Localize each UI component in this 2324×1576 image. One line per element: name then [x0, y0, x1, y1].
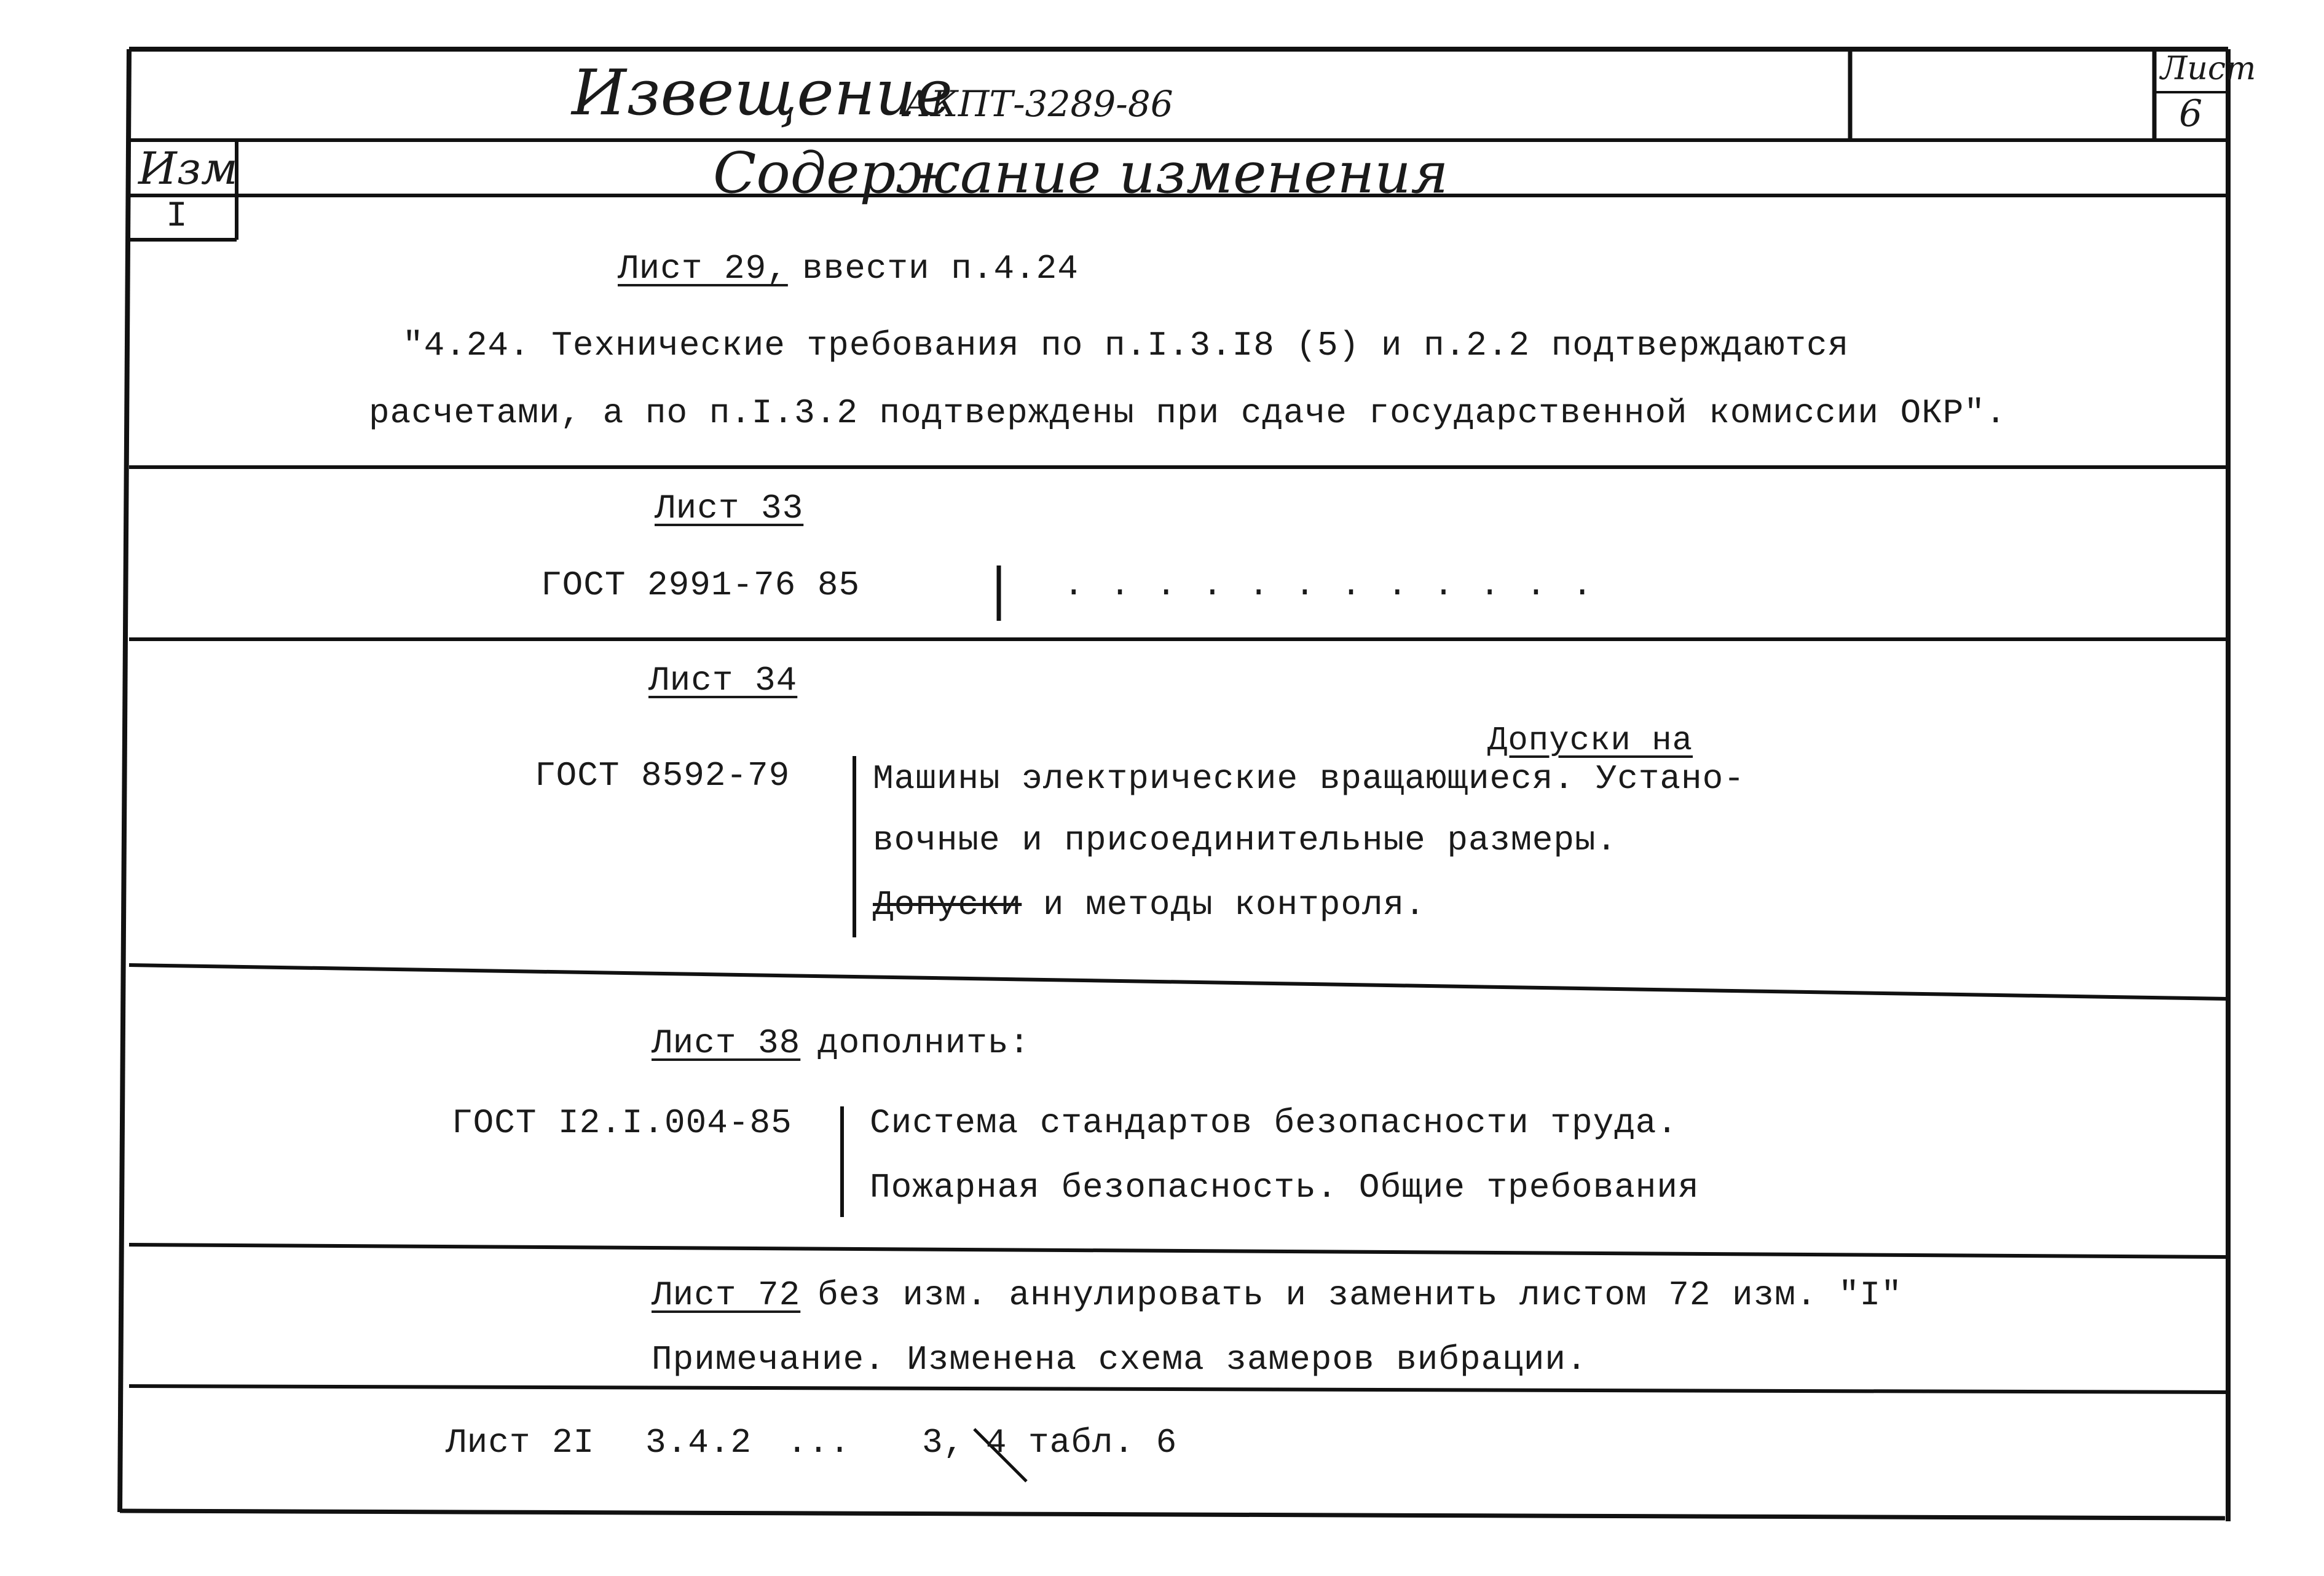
sheet-38-line-2: Пожарная безопасность. Общие требования: [870, 1168, 1700, 1207]
sheet-38-ref: Лист 38: [652, 1023, 801, 1063]
sheet-34-struck-word: Допуски: [873, 885, 1022, 924]
sheet-38-line-1: Система стандартов безопасности труда.: [870, 1103, 1679, 1143]
sheet-33-dots: . . . . . . . . . . . .: [1063, 565, 1595, 605]
sheet-21-dots: ...: [787, 1423, 851, 1462]
sheet-34-line-3-rest: и методы контроля.: [1042, 885, 1426, 924]
sheet-21-text: 3, 4 табл. 6: [922, 1423, 1178, 1462]
sheet-38-action: дополнить:: [817, 1023, 1031, 1063]
sheet-21-clause: 3.4.2: [645, 1423, 752, 1462]
sheet-29-line-2: расчетами, а по п.I.3.2 подтверждены при сдаче государственной комиссии ОКР".: [369, 393, 2007, 433]
sheet-34-line-3: [873, 885, 1426, 924]
notice-code: АКПТ-3289-86: [904, 83, 1173, 125]
sheet-label: Лист: [2161, 50, 2256, 87]
sheet-34-gost: ГОСТ 8592-79: [535, 756, 790, 795]
izm-label: Изм: [138, 143, 238, 194]
sheet-72-note: Примечание. Изменена схема замеров вибрации.: [652, 1340, 1588, 1379]
sheet-number: 6: [2179, 92, 2203, 135]
sheet-29-line-1: "4.24. Технические требования по п.I.3.I8 (5) и п.2.2 подтверждаются: [403, 326, 1849, 365]
content-heading: Содержание изменения: [713, 140, 1449, 206]
sheet-33-ref: Лист 33: [655, 489, 804, 528]
notice-title: Извещение: [572, 57, 953, 130]
sheet-29-ref: Лист 29,: [618, 249, 788, 288]
sheet-34-line-2: вочные и присоединительные размеры.: [873, 821, 1618, 860]
izm-number: I: [166, 197, 187, 237]
sheet-72-ref: Лист 72: [652, 1275, 801, 1315]
sheet-33-gost: ГОСТ 2991-76 85: [541, 565, 861, 605]
sheet-72-line-1: без изм. аннулировать и заменить листом 72 изм. "I": [817, 1275, 1902, 1315]
sheet-29-action: ввести п.4.24: [802, 249, 1079, 288]
sheet-21-ref: Лист 2I: [446, 1423, 595, 1462]
sheet-34-insert-note: Допуски на: [1487, 722, 1693, 760]
sheet-38-gost: ГОСТ I2.I.004-85: [452, 1103, 792, 1143]
sheet-34-line-1: Машины электрические вращающиеся. Устано-: [873, 759, 1745, 798]
sheet-34-ref: Лист 34: [648, 661, 798, 700]
